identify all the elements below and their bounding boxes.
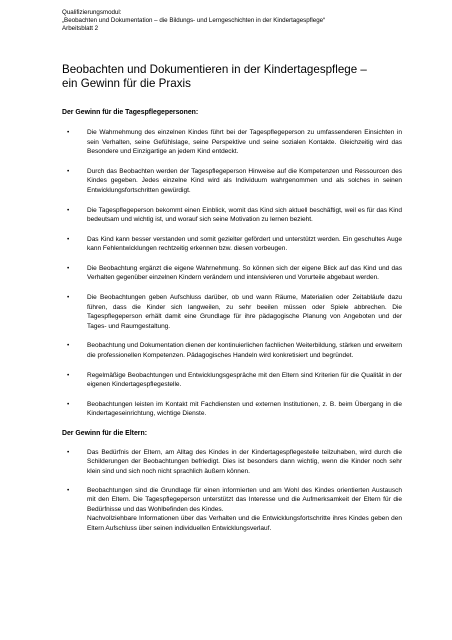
list-item-text: Durch das Beobachten werden der Tagespflegeperson Hinweise auf die Kompetenzen und Ressourcen des Kindes gegeben. Jedes einzelne Kind wird als Individuum wahrgenommen und als solches in seinen Entwicklungsfortschritten gewürdigt.: [87, 167, 402, 194]
list-item-followup-text: Nachvollziehbare Informationen über das Verhalten und die Entwicklungsfortschritte ihres Kindes geben den Eltern Aufschluss über seinen individuellen Entwicklungsverlauf.: [87, 515, 402, 532]
list-item-text: Die Beobachtungen geben Aufschluss darüber, ob und wann Räume, Materialien oder Zeitabläufe dazu führen, dass die Kinder sich langweilen, zu sehr beeilen müssen oder Spiele abbrechen. Die Tagespflegeperson erhält damit eine Grundlage für ihre pädagogische Planung von Angeboten und der Tages- und Raumgestaltung.: [87, 294, 402, 330]
bullet-icon: •: [67, 167, 70, 175]
list-item: [62, 448, 402, 477]
list-item: [62, 400, 402, 419]
page-title: [62, 63, 402, 93]
header-module-title: „Beobachten und Dokumentation – die Bildungs- und Lerngeschichten in der Kindertagespflege“: [62, 17, 326, 25]
page-title-line-1: Beobachten und Dokumentieren in der Kindertagespflege –: [62, 62, 367, 76]
bullet-list-eltern: [62, 448, 402, 534]
list-item-text: Regelmäßige Beobachtungen und Entwicklungsgespräche mit den Eltern sind Kriterien für die Qualität in der eigenen Kindertagespflegestelle.: [87, 371, 402, 389]
list-item-text: Beobachtungen leisten im Kontakt mit Fachdiensten und externen Institutionen, z. B. beim Übergang in die Kindertageseinrichtung, wichtige Dienste.: [87, 400, 402, 418]
list-item: [62, 341, 402, 360]
section-heading-eltern: Der Gewinn für die Eltern:: [62, 429, 147, 437]
list-item-text: Das Kind kann besser verstanden und somit gezielter gefördert und unterstützt werden. Ein geschultes Auge kann Fehlentwicklungen rechtzeitig erkennen bzw. diesen vorbeugen.: [87, 235, 402, 253]
bullet-icon: •: [67, 448, 70, 456]
page-title-line-2: ein Gewinn für die Praxis: [62, 77, 191, 91]
bullet-icon: •: [67, 129, 70, 137]
bullet-icon: •: [67, 264, 70, 272]
list-item-text: Das Bedürfnis der Eltern, am Alltag des Kindes in der Kindertagespflegestelle teilzuhaben, wird durch die Schilderungen der Beobachtungen befriedigt. Dies ist besonders dann wichtig, wenn die Kinder noch sehr klein sind und sich noch nicht sprachlich äußern können.: [87, 448, 402, 475]
header-worksheet-label: Arbeitsblatt 2: [62, 25, 99, 33]
list-item: [62, 371, 402, 390]
list-item: [62, 293, 402, 331]
list-item: [62, 206, 402, 225]
list-item-text: Die Beobachtung ergänzt die eigene Wahrnehmung. So können sich der eigene Blick auf das Kind und das Verhalten gegenüber einzelnen Kindern verändern und intensivieren und Vorurteile abgebaut werden.: [87, 264, 402, 282]
bullet-icon: •: [67, 371, 70, 379]
list-item-text: Die Tagespflegeperson bekommt einen Einblick, womit das Kind sich aktuell beschäftigt, weil es für das Kind bedeutsam und wichtig ist, und worauf sich seine Motivation zu lernen bezieht.: [87, 206, 402, 224]
bullet-icon: •: [67, 235, 70, 243]
list-item: [62, 486, 402, 534]
list-item: [62, 235, 402, 254]
list-item-text: Beobachtungen sind die Grundlage für einen informierten und am Wohl des Kindes orientierten Austausch mit den Eltern. Die Tagespflegeperson unterstützt das Interesse und die Aufmerksamkeit der Eltern für die Bedürfnisse und das Wohlbefinden des Kindes.: [87, 486, 402, 513]
bullet-icon: •: [67, 342, 70, 350]
list-item-text: Beobachtung und Dokumentation dienen der kontinuierlichen fachlichen Weiterbildung, stärken und erweitern die professionellen Kompetenzen. Pädagogisches Handeln wird konkretisiert und begründet.: [87, 342, 402, 359]
bullet-icon: •: [67, 206, 70, 214]
bullet-icon: •: [67, 486, 70, 494]
bullet-list-tagespflegepersonen: [62, 128, 402, 419]
list-item: [62, 264, 402, 283]
bullet-icon: •: [67, 294, 70, 302]
section-heading-tagespflegepersonen: Der Gewinn für die Tagespflegepersonen:: [62, 109, 199, 117]
bullet-icon: •: [67, 400, 70, 408]
list-item: [62, 167, 402, 196]
list-item: [62, 128, 402, 157]
list-item-text: Die Wahrnehmung des einzelnen Kindes führt bei der Tagespflegeperson zu umfassenderen Einsichten in sein Verhalten, seine Gefühlslage, seine Perspektive und seine sozialen Kontakte. Gleichzeitig wird das Besondere und Einzigartige an jedem Kind entdeckt.: [87, 129, 402, 156]
document-header: [62, 9, 402, 34]
header-module-label: Qualifizierungsmodul:: [62, 9, 122, 16]
